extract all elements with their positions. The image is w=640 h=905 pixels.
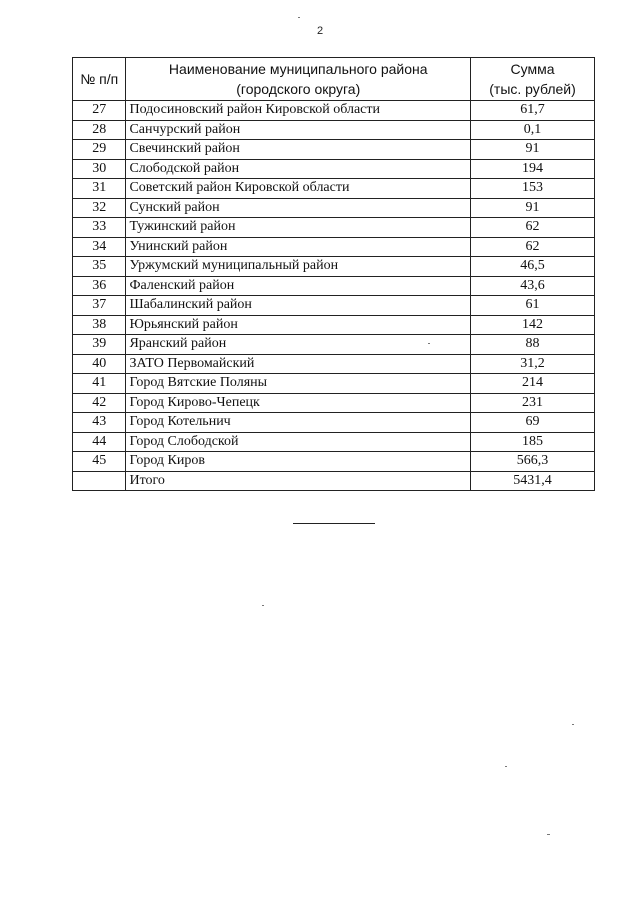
page-number: 2 (316, 25, 324, 37)
row-name: Свечинский район (126, 140, 471, 160)
table-row (73, 198, 595, 218)
row-sum: 31,2 (471, 354, 595, 374)
row-number: 31 (73, 179, 126, 199)
row-number: 44 (73, 432, 126, 452)
row-number: 45 (73, 452, 126, 472)
header-sum (471, 58, 595, 101)
scan-speck (572, 724, 574, 725)
row-number: 29 (73, 140, 126, 160)
row-sum: 62 (471, 237, 595, 257)
row-name: Город Котельнич (126, 413, 471, 433)
row-name: Унинский район (126, 237, 471, 257)
row-name: Фаленский район (126, 276, 471, 296)
row-sum: 153 (471, 179, 595, 199)
table-row (73, 159, 595, 179)
scan-speck (298, 17, 300, 18)
row-sum: 61,7 (471, 101, 595, 121)
row-name: Город Киров (126, 452, 471, 472)
row-sum: 69 (471, 413, 595, 433)
header-sum-line2: (тыс. рублей) (489, 81, 576, 97)
header-number: № п/п (73, 58, 126, 101)
scan-speck (547, 834, 550, 835)
row-number: 34 (73, 237, 126, 257)
row-number: 28 (73, 120, 126, 140)
header-name (126, 58, 471, 101)
row-number: 33 (73, 218, 126, 238)
row-name: Уржумский муниципальный район (126, 257, 471, 277)
row-sum: 194 (471, 159, 595, 179)
row-sum: 566,3 (471, 452, 595, 472)
row-sum: 61 (471, 296, 595, 316)
row-number: 38 (73, 315, 126, 335)
table-row (73, 120, 595, 140)
row-number: 41 (73, 374, 126, 394)
row-name: Слободской район (126, 159, 471, 179)
row-name: Город Вятские Поляны (126, 374, 471, 394)
table-row (73, 374, 595, 394)
table-row (73, 393, 595, 413)
row-sum: 214 (471, 374, 595, 394)
row-sum: 5431,4 (471, 471, 595, 491)
row-name: Шабалинский район (126, 296, 471, 316)
table-row (73, 101, 595, 121)
scan-speck (428, 343, 430, 344)
table-header (73, 58, 595, 101)
row-sum: 142 (471, 315, 595, 335)
header-row (73, 58, 595, 101)
scan-speck (505, 766, 507, 767)
row-sum: 43,6 (471, 276, 595, 296)
closing-divider-line (293, 523, 375, 524)
row-sum: 46,5 (471, 257, 595, 277)
row-name: Итого (126, 471, 471, 491)
table-row (73, 335, 595, 355)
row-name: Советский район Кировской области (126, 179, 471, 199)
table-row (73, 296, 595, 316)
row-number: 37 (73, 296, 126, 316)
row-number: 30 (73, 159, 126, 179)
row-name: Юрьянский район (126, 315, 471, 335)
row-sum: 91 (471, 140, 595, 160)
row-number: 42 (73, 393, 126, 413)
allocation-table (72, 57, 595, 491)
table-row (73, 315, 595, 335)
row-name: Подосиновский район Кировской области (126, 101, 471, 121)
row-name: Город Кирово-Чепецк (126, 393, 471, 413)
row-number: 39 (73, 335, 126, 355)
row-number: 32 (73, 198, 126, 218)
row-name: Сунский район (126, 198, 471, 218)
row-number: 27 (73, 101, 126, 121)
row-name: Яранский район (126, 335, 471, 355)
row-number: 35 (73, 257, 126, 277)
total-row (73, 471, 595, 491)
row-sum: 0,1 (471, 120, 595, 140)
header-name-line2: (городского округа) (236, 81, 361, 97)
row-number: 43 (73, 413, 126, 433)
table-row (73, 452, 595, 472)
row-number: 40 (73, 354, 126, 374)
table-row (73, 218, 595, 238)
scan-speck (262, 605, 264, 606)
row-number: 36 (73, 276, 126, 296)
table-row (73, 354, 595, 374)
header-name-line1: Наименование муниципального района (168, 61, 428, 77)
row-sum: 185 (471, 432, 595, 452)
table-row (73, 237, 595, 257)
row-name: Санчурский район (126, 120, 471, 140)
row-name: ЗАТО Первомайский (126, 354, 471, 374)
table-body (73, 101, 595, 491)
row-sum: 88 (471, 335, 595, 355)
row-number (73, 471, 126, 491)
table-row (73, 140, 595, 160)
row-sum: 231 (471, 393, 595, 413)
table-row (73, 179, 595, 199)
table-row (73, 257, 595, 277)
table-row (73, 432, 595, 452)
table-row (73, 413, 595, 433)
row-name: Город Слободской (126, 432, 471, 452)
row-sum: 62 (471, 218, 595, 238)
row-name: Тужинский район (126, 218, 471, 238)
row-sum: 91 (471, 198, 595, 218)
header-sum-line1: Сумма (510, 61, 555, 77)
table-row (73, 276, 595, 296)
